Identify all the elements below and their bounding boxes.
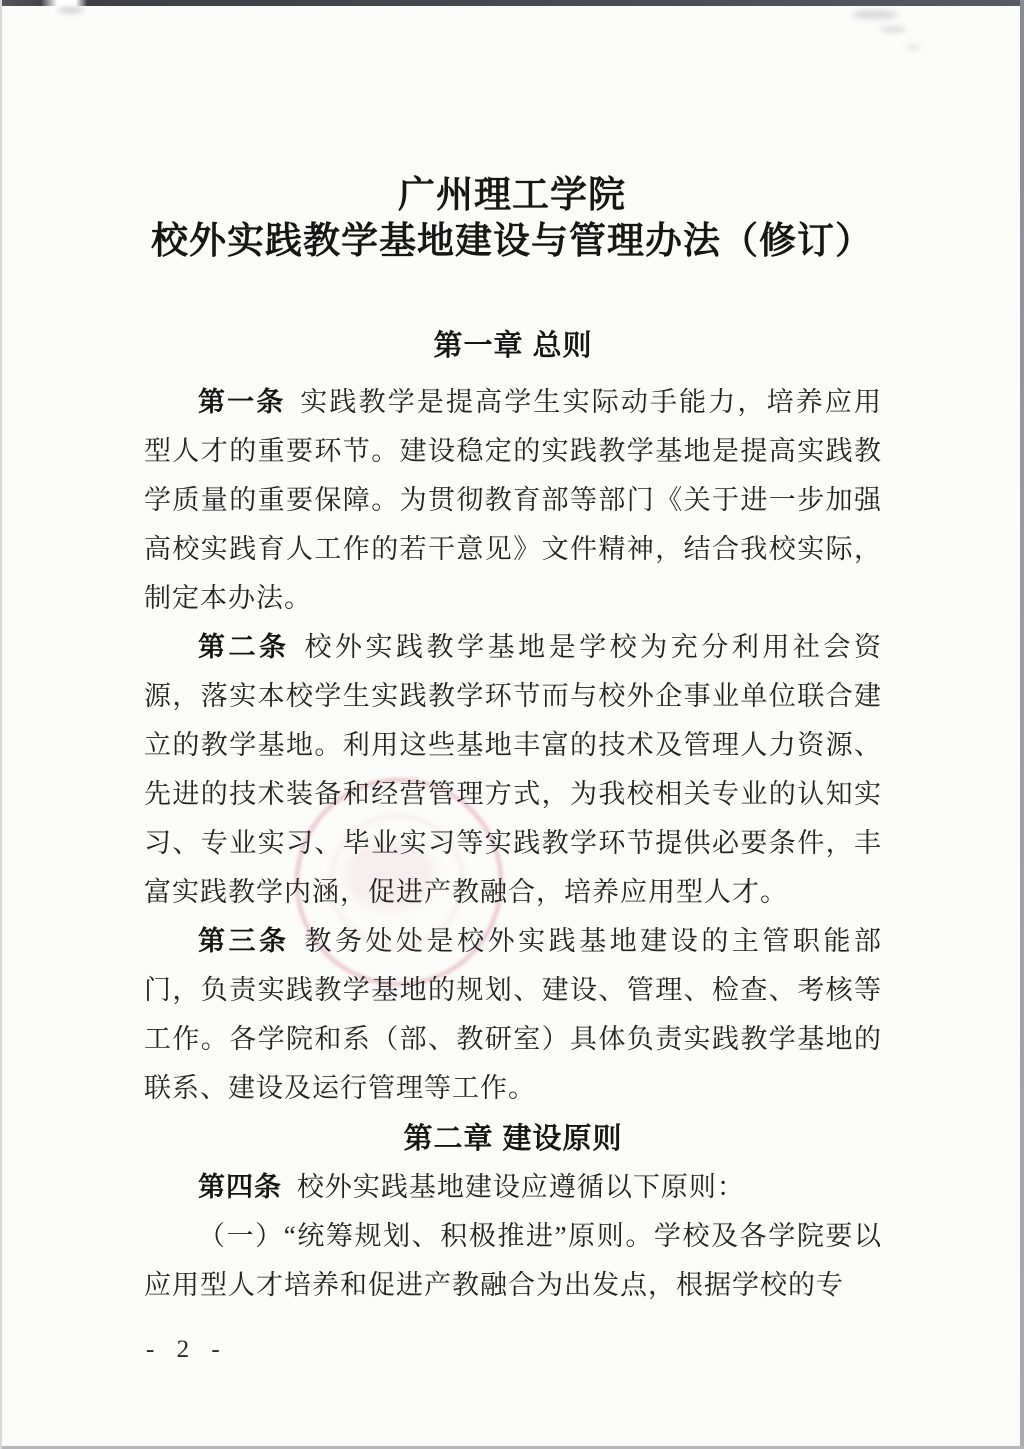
article-4-paragraph	[144, 1163, 882, 1212]
article-1-paragraph	[144, 378, 882, 623]
document-title	[0, 172, 1024, 264]
article-2-label: 第二条	[198, 632, 290, 662]
scan-top-edge-shadow	[0, 0, 1024, 6]
document-body	[144, 324, 882, 1310]
chapter-heading-1: 第一章 总则	[433, 330, 593, 362]
article-1-label: 第一条	[198, 387, 286, 417]
document-title-line1: 广州理工学院	[398, 174, 626, 215]
document-title-line2: 校外实践教学基地建设与管理办法（修订）	[151, 220, 873, 261]
chapter-heading-2: 第二章 建设原则	[403, 1123, 623, 1155]
article-4-label: 第四条	[198, 1172, 282, 1202]
article-1-text: 实践教学是提高学生实际动手能力，培养应用型人才的重要环节。建设稳定的实践教学基地是提高实践教学质量的重要保障。为贯彻教育部等部门《关于进一步加强高校实践育人工作的若干意见》文件精神，结合我校实际，制定本办法。	[144, 387, 883, 613]
scan-smudge	[58, 7, 84, 13]
principle-1-paragraph: （一）“统筹规划、积极推进”原则。学校及各学院要以应用型人才培养和促进产教融合为出发点，根据学校的专	[144, 1221, 882, 1300]
article-2-paragraph	[144, 623, 882, 917]
article-3-paragraph	[144, 917, 882, 1113]
article-3-label: 第三条	[198, 926, 290, 956]
scan-smudge	[852, 10, 898, 19]
article-2-text: 校外实践教学基地是学校为充分利用社会资源，落实本校学生实践教学环节而与校外企事业单位联合建立的教学基地。利用这些基地丰富的技术及管理人力资源、先进的技术装备和经营管理方式，为我校相关专业的认知实习、专业实习、毕业实习等实践教学环节提供必要条件，丰富实践教学内涵，促进产教融合，培养应用型人才。	[144, 632, 882, 907]
scan-smudge	[880, 26, 906, 33]
article-4-text: 校外实践基地建设应遵循以下原则：	[296, 1172, 745, 1202]
scan-smudge	[906, 44, 920, 50]
article-3-text: 教务处处是校外实践基地建设的主管职能部门，负责实践教学基地的规划、建设、管理、检查、考核等工作。各学院和系（部、教研室）具体负责实践教学基地的联系、建设及运行管理等工作。	[144, 926, 882, 1103]
page-number: - 2 -	[146, 1336, 228, 1363]
